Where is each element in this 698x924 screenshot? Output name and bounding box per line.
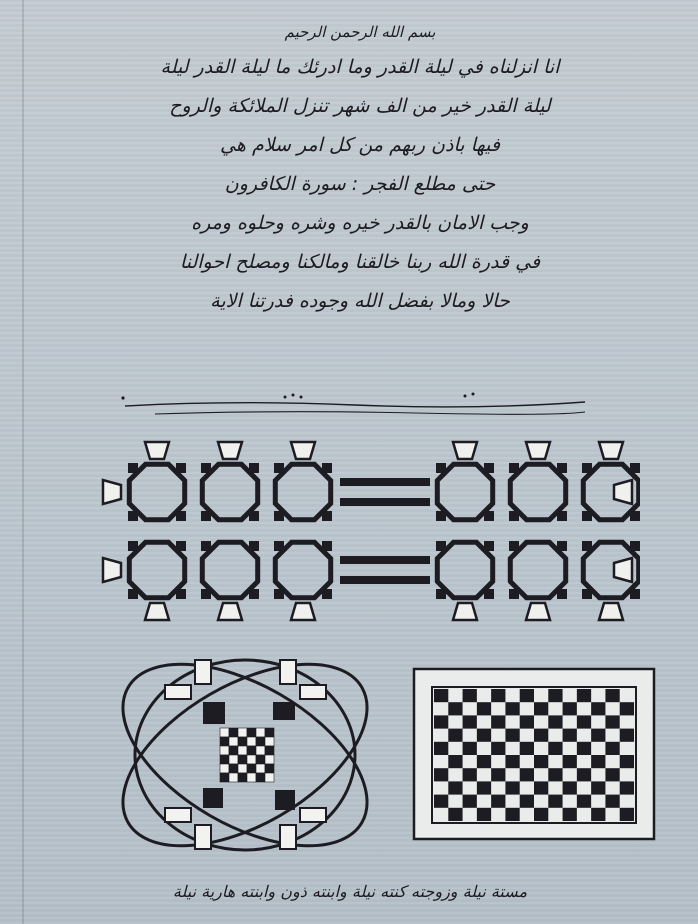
text-line-6: وجب الامان بالقدر خيره وشره وحلوه ومره: [191, 212, 529, 234]
text-line-3: ليلة القدر خير من الف شهر تنزل الملائكة والروح: [169, 95, 551, 117]
text-line-8: حالا ومالا بفضل الله وجوده فدرتنا الاية: [210, 290, 510, 312]
text-line-7: في قدرة الله ربنا خالقنا ومالكنا ومصلح احوالنا: [179, 251, 541, 273]
knot-talisman-drawing: [95, 640, 395, 870]
ornamental-divider: [115, 392, 595, 420]
text-line-2: انا انزلناه في ليلة القدر وما ادرئك ما ليلة القدر ليلة: [160, 56, 560, 78]
geometric-band-drawing: [95, 430, 640, 635]
text-line-4: فيها باذن ربهم من كل امر سلام هي: [220, 134, 500, 156]
text-line-5: حتى مطلع الفجر : سورة الكافرون: [224, 173, 496, 195]
caption-line: مستة نيلة وزوجته كنته نيلة وابنته ذون وابنته هارية نيلة: [172, 882, 528, 901]
arabic-text-block: [40, 18, 680, 321]
paper-fold-line: [22, 0, 24, 924]
checkerboard-drawing: [410, 665, 660, 845]
basmala-line: بسم الله الرحمن الرحيم: [284, 23, 436, 41]
